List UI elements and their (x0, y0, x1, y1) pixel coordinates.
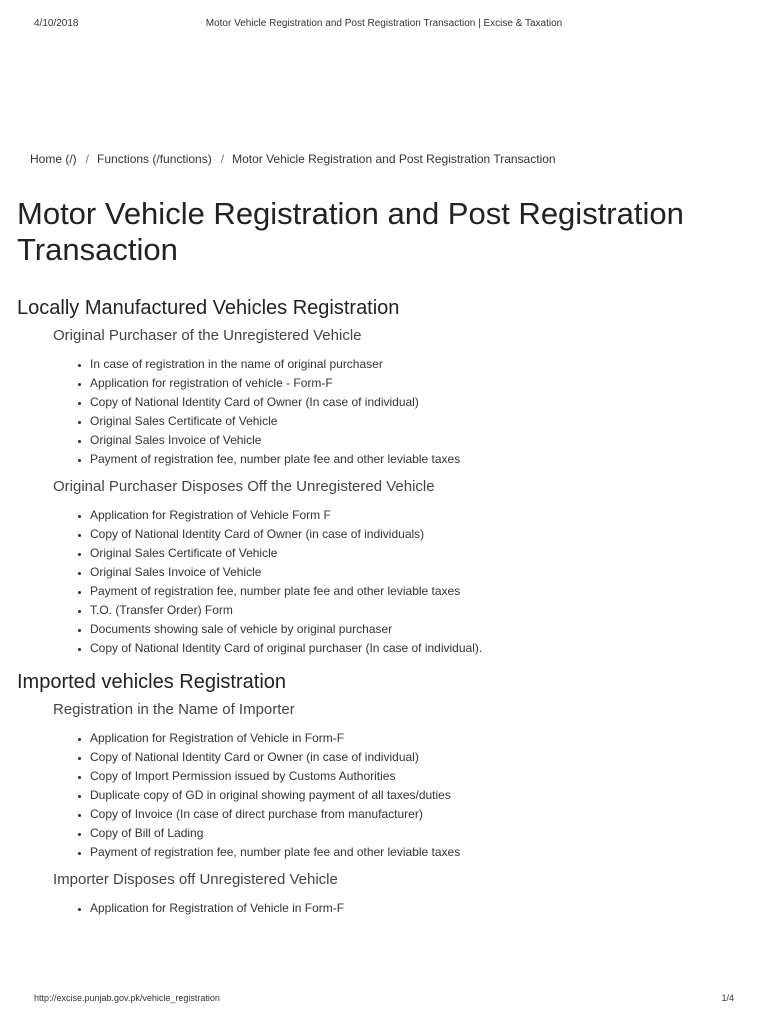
breadcrumb-separator: / (85, 152, 90, 166)
print-date: 4/10/2018 (34, 18, 79, 29)
list-item: • Copy of National Identity Card of Owner (In case of individual) (90, 393, 748, 412)
list-item: • Copy of Bill of Lading (90, 824, 748, 843)
list-item: • Payment of registration fee, number plate fee and other leviable taxes (90, 843, 748, 862)
print-header (34, 18, 734, 32)
section-imported-vehicles (17, 670, 748, 918)
list-item: • In case of registration in the name of original purchaser (90, 355, 748, 374)
subsection-heading: Original Purchaser Disposes Off the Unregistered Vehicle (53, 478, 435, 495)
list-item: • Original Sales Certificate of Vehicle (90, 544, 748, 563)
list-item: • Copy of Invoice (In case of direct purchase from manufacturer) (90, 805, 748, 824)
list-item: • Original Sales Invoice of Vehicle (90, 431, 748, 450)
list-item: • Copy of National Identity Card or Owner (in case of individual) (90, 748, 748, 767)
section-heading: Imported vehicles Registration (17, 671, 287, 693)
print-url: http://excise.punjab.gov.pk/vehicle_registration (34, 993, 220, 1003)
print-footer (34, 993, 734, 1007)
requirements-list (17, 506, 748, 658)
subsection-heading: Importer Disposes off Unregistered Vehicle (53, 871, 338, 888)
list-item: • Copy of Import Permission issued by Customs Authorities (90, 767, 748, 786)
page-number: 1/4 (721, 993, 734, 1003)
list-item: • Payment of registration fee, number plate fee and other leviable taxes (90, 582, 748, 601)
list-item: • Application for Registration of Vehicle in Form-F (90, 899, 748, 918)
breadcrumb-functions-link[interactable]: Functions (/functions) (97, 152, 212, 166)
list-item: • Original Sales Certificate of Vehicle (90, 412, 748, 431)
requirements-list (17, 355, 748, 469)
breadcrumb-separator: / (220, 152, 225, 166)
list-item: • Copy of National Identity Card of original purchaser (In case of individual). (90, 639, 748, 658)
list-item: • Application for registration of vehicle - Form-F (90, 374, 748, 393)
list-item: • Duplicate copy of GD in original showing payment of all taxes/duties (90, 786, 748, 805)
section-heading: Locally Manufactured Vehicles Registration (17, 297, 400, 319)
subsection-heading: Registration in the Name of Importer (53, 701, 295, 718)
main-content (17, 196, 748, 918)
list-item: • Original Sales Invoice of Vehicle (90, 563, 748, 582)
list-item: • Payment of registration fee, number plate fee and other leviable taxes (90, 450, 748, 469)
requirements-list (17, 899, 748, 918)
page-title: Motor Vehicle Registration and Post Registration Transaction (17, 196, 684, 267)
list-item: • Application for Registration of Vehicle Form F (90, 506, 748, 525)
list-item: • Documents showing sale of vehicle by original purchaser (90, 620, 748, 639)
breadcrumb (30, 152, 556, 166)
breadcrumb-home-link[interactable]: Home (/) (30, 152, 77, 166)
list-item: • Copy of National Identity Card of Owner (in case of individuals) (90, 525, 748, 544)
requirements-list (17, 729, 748, 862)
section-locally-manufactured (17, 296, 748, 658)
print-document-title: Motor Vehicle Registration and Post Registration Transaction | Excise & Taxation (205, 18, 563, 29)
list-item: • T.O. (Transfer Order) Form (90, 601, 748, 620)
subsection-heading: Original Purchaser of the Unregistered Vehicle (53, 327, 362, 344)
list-item: • Application for Registration of Vehicle in Form-F (90, 729, 748, 748)
breadcrumb-current: Motor Vehicle Registration and Post Registration Transaction (232, 152, 556, 166)
